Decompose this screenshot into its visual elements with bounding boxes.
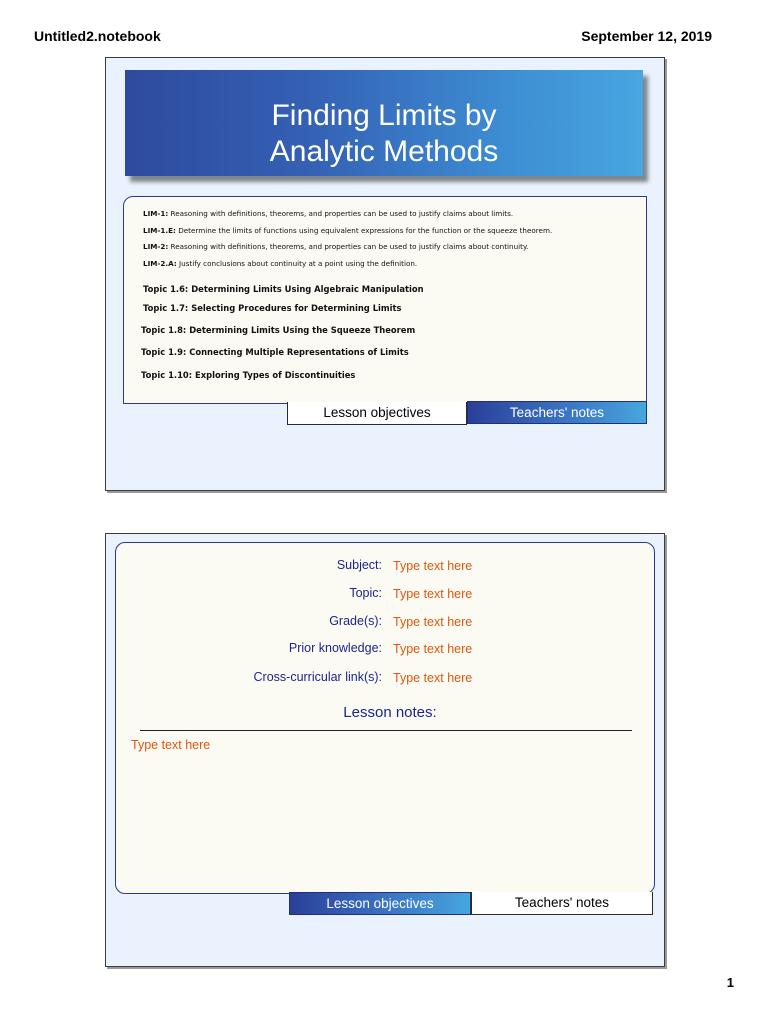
title-banner [125,70,643,176]
slide-1 [105,57,665,491]
subject-field[interactable]: Type text here [393,559,473,573]
page-number: 1 [726,975,734,990]
objective-line: LIM-2.A: Justify conclusions about continuity at a point using the definition. [143,259,418,268]
lesson-notes-title: Lesson notes: [343,704,437,721]
slide-2 [105,533,665,967]
title-line-1: Finding Limits by [271,99,497,132]
tab-teachers-notes[interactable]: Teachers' notes [467,401,647,424]
topic-item: Topic 1.9: Connecting Multiple Representations of Limits [141,347,409,357]
field-label-grades: Grade(s): [329,614,382,628]
cross-curricular-field[interactable]: Type text here [393,671,473,685]
objectives-box [123,196,647,404]
field-label-topic: Topic: [349,586,382,600]
topic-item: Topic 1.10: Exploring Types of Discontinuities [141,370,356,380]
print-date: September 12, 2019 [581,28,712,44]
grades-field[interactable]: Type text here [393,615,473,629]
tab-teachers-notes[interactable]: Teachers' notes [471,892,653,915]
objective-line: LIM-1.E: Determine the limits of functions using equivalent expressions for the function or the squeeze theorem. [143,226,553,235]
tab-lesson-objectives[interactable]: Lesson objectives [287,402,467,425]
notes-divider [140,730,632,731]
objective-line: LIM-2: Reasoning with definitions, theorems, and properties can be used to justify claims about continuity. [143,242,529,251]
title-line-2: Analytic Methods [269,135,499,168]
field-label-prior-knowledge: Prior knowledge: [288,641,382,655]
prior-knowledge-field[interactable]: Type text here [393,642,473,656]
topic-item: Topic 1.8: Determining Limits Using the Squeeze Theorem [141,325,416,335]
lesson-notes-field[interactable]: Type text here [131,738,211,752]
topic-item: Topic 1.6: Determining Limits Using Algebraic Manipulation [143,284,424,294]
lesson-info-box [115,542,655,894]
field-label-subject: Subject: [336,558,382,572]
notebook-filename: Untitled2.notebook [34,28,161,44]
topic-item: Topic 1.7: Selecting Procedures for Determining Limits [143,303,402,313]
objective-line: LIM-1: Reasoning with definitions, theorems, and properties can be used to justify claims about limits. [143,209,514,218]
tab-lesson-objectives[interactable]: Lesson objectives [289,892,471,915]
topic-field[interactable]: Type text here [393,587,473,601]
field-label-cross-curricular: Cross-curricular link(s): [253,670,382,684]
